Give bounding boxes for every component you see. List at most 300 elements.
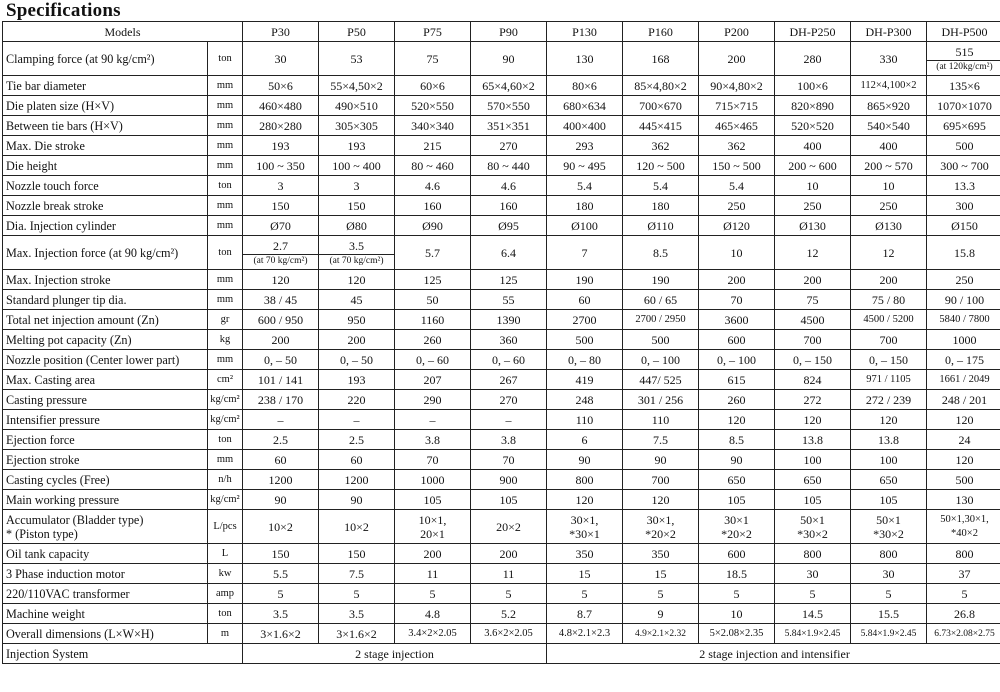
cell-value: 90 [274,492,287,507]
cell-value: 280 [803,51,822,66]
cell-value: 8.5 [653,245,668,260]
cell-value: 37 [958,566,971,581]
row-unit: mm [208,216,243,236]
cell-value: 180 [575,198,594,213]
table-cell [851,624,927,644]
cell-value: Ø100 [571,218,598,233]
cell-note: (at 70 kg/cm²) [253,255,308,266]
row-label: Tie bar diameter [3,76,208,96]
table-cell [851,604,927,624]
table-cell [699,236,775,270]
injection-left: 2 stage injection [243,644,547,664]
table-cell [851,330,927,350]
table-cell [243,76,319,96]
table-cell [775,470,851,490]
table-row [3,76,1000,96]
cell-value: 7.5 [349,566,364,581]
cell-value: 400×400 [563,118,606,133]
cell-value: 615 [727,372,746,387]
cell-value: 50×1 [800,512,825,527]
row-label: Dia. Injection cylinder [3,216,208,236]
cell-value: 260 [423,332,442,347]
cell-note: (at 70 kg/cm²) [329,255,384,266]
cell-value: 500 [651,332,670,347]
cell-value: 30×1, [570,512,599,527]
row-unit: mm [208,76,243,96]
cell-value: 7.5 [653,432,668,447]
cell-value: 160 [499,198,518,213]
table-cell [623,510,699,544]
cell-value: Ø70 [270,218,291,233]
table-cell [927,330,1000,350]
cell-value: 200 [271,332,290,347]
row-label: Nozzle touch force [3,176,208,196]
table-cell [471,290,547,310]
cell-value: 15 [578,566,591,581]
cell-value: 4500 / 5200 [863,313,914,325]
cell-value: 0, – 100 [717,352,756,367]
cell-value: 150 ~ 500 [712,158,761,173]
table-cell [319,116,395,136]
cell-value: 220 [347,392,366,407]
cell-value: 340×340 [411,118,454,133]
cell-value: 2700 [572,312,597,327]
cell-value: 600 [727,332,746,347]
table-cell [395,370,471,390]
table-body [3,22,1000,664]
cell-value: 193 [271,138,290,153]
table-cell [699,216,775,236]
cell-value: 150 [271,546,290,561]
table-row [3,370,1000,390]
table-cell [471,76,547,96]
table-cell [395,604,471,624]
table-cell [395,450,471,470]
table-cell [623,430,699,450]
table-row [3,236,1000,270]
table-cell [775,624,851,644]
table-cell [471,196,547,216]
cell-value: 120 [727,412,746,427]
cell-value: 300 [955,198,974,213]
cell-value: 270 [499,392,518,407]
cell-value: 3×1.6×2 [260,626,301,641]
cell-value: 190 [651,272,670,287]
cell-value: 120 [347,272,366,287]
table-cell [775,216,851,236]
table-cell [851,156,927,176]
row-label: Overall dimensions (L×W×H) [3,624,208,644]
table-cell [927,584,1000,604]
table-cell [623,490,699,510]
table-cell [547,196,623,216]
table-cell [547,236,623,270]
cell-value: 110 [575,412,594,427]
table-cell [851,42,927,76]
table-cell [775,136,851,156]
cell-value: 6.4 [501,245,516,260]
table-cell [927,290,1000,310]
table-cell [851,544,927,564]
cell-value: 2.7 [273,238,288,253]
cell-value: 447/ 525 [639,372,682,387]
cell-value: 5 [961,586,968,601]
cell-value: 4.9×2.1×2.32 [634,628,687,639]
table-cell [319,604,395,624]
cell-value: Ø80 [346,218,367,233]
cell-value: 500 [955,138,974,153]
cell-value: 445×415 [639,118,682,133]
cell-value: 5 [429,586,436,601]
table-cell [319,76,395,96]
cell-value: 1000 [420,472,445,487]
table-cell [547,450,623,470]
cell-value: 105 [499,492,518,507]
cell-value: 10 [730,245,743,260]
cell-value: 65×4,60×2 [482,78,535,93]
table-cell [547,136,623,156]
cell-value: 8.5 [729,432,744,447]
table-cell [775,490,851,510]
row-unit: kw [208,564,243,584]
table-cell [471,624,547,644]
row-label: Clamping force (at 90 kg/cm²) [3,42,208,76]
cell-value: 120 [803,412,822,427]
cell-value: 1200 [268,472,293,487]
table-cell [547,330,623,350]
cell-value: 60×6 [420,78,445,93]
cell-value: – [505,412,512,427]
table-row [3,644,1000,664]
cell-value: 13.8 [802,432,823,447]
table-cell [547,42,623,76]
table-cell [547,564,623,584]
table-cell [243,470,319,490]
table-cell [623,236,699,270]
cell-value: 100 ~ 400 [332,158,381,173]
table-cell [319,390,395,410]
table-cell [547,470,623,490]
cell-value: 30 [274,51,287,66]
cell-note: (at 120kg/cm²) [936,61,993,72]
table-cell [699,490,775,510]
table-row [3,330,1000,350]
table-cell [927,136,1000,156]
table-cell [775,350,851,370]
row-label [3,510,208,544]
cell-value: 3 [353,178,360,193]
table-cell [395,510,471,544]
cell-value: 8.7 [577,606,592,621]
table-cell [471,42,547,76]
cell-value: 120 [955,412,974,427]
table-cell [319,624,395,644]
cell-value: *20×2 [645,526,676,541]
table-cell [699,136,775,156]
cell-value: 351×351 [487,118,530,133]
table-cell [471,310,547,330]
cell-value: 2700 / 2950 [635,313,686,325]
table-row [3,584,1000,604]
table-cell [243,42,319,76]
table-row [3,310,1000,330]
cell-value: 4.8×2.1×2.3 [558,627,611,639]
table-cell [623,624,699,644]
table-cell [699,470,775,490]
table-cell [547,270,623,290]
table-cell [699,410,775,430]
table-cell [927,236,1000,270]
table-cell [775,510,851,544]
table-cell [319,564,395,584]
row-label: Die platen size (H×V) [3,96,208,116]
cell-value: 715×715 [715,98,758,113]
model-header: P90 [471,22,547,42]
cell-value: Ø130 [875,218,902,233]
table-cell [927,430,1000,450]
row-unit: kg [208,330,243,350]
table-cell [775,176,851,196]
cell-value: 215 [423,138,442,153]
cell-value: *20×2 [721,526,752,541]
table-cell [623,470,699,490]
cell-value: – [353,412,360,427]
table-cell [775,116,851,136]
cell-value: 200 [347,332,366,347]
table-cell [395,290,471,310]
row-unit: kg/cm² [208,490,243,510]
cell-value: 570×550 [487,98,530,113]
table-cell [927,510,1000,544]
cell-value: 15.8 [954,245,975,260]
cell-value: 600 [727,546,746,561]
cell-value: 330 [879,51,898,66]
cell-value: 193 [347,138,366,153]
cell-value: 130 [575,51,594,66]
table-cell [851,410,927,430]
cell-value: 971 / 1105 [866,373,911,385]
cell-value: 250 [879,198,898,213]
cell-value: 5.4 [653,178,668,193]
table-cell [319,176,395,196]
table-cell [471,544,547,564]
cell-value: 360 [499,332,518,347]
cell-value: 18.5 [726,566,747,581]
cell-value: 120 [271,272,290,287]
cell-value: 500 [955,472,974,487]
cell-value: 200 [727,272,746,287]
row-unit: mm [208,156,243,176]
table-row [3,390,1000,410]
table-cell [395,410,471,430]
row-unit: mm [208,290,243,310]
table-row [3,270,1000,290]
cell-value: 130 [955,492,974,507]
table-cell [927,96,1000,116]
cell-value: 301 / 256 [637,392,684,407]
cell-value: 105 [423,492,442,507]
table-cell [547,490,623,510]
table-cell [319,156,395,176]
cell-value: 15.5 [878,606,899,621]
table-cell [623,216,699,236]
table-cell [851,96,927,116]
cell-value: 13.8 [878,432,899,447]
cell-value: 14.5 [802,606,823,621]
cell-value: 248 [575,392,594,407]
model-header: P160 [623,22,699,42]
cell-value: 100 [803,452,822,467]
cell-value: Ø150 [951,218,978,233]
table-cell [547,350,623,370]
cell-value: 10×2 [268,519,293,534]
table-cell [623,564,699,584]
cell-value: 290 [423,392,442,407]
cell-value: 105 [727,492,746,507]
table-cell [851,350,927,370]
cell-value: 11 [426,566,439,581]
cell-value: 5 [277,586,284,601]
cell-value: 90 ~ 495 [563,158,606,173]
row-unit: gr [208,310,243,330]
table-cell [471,270,547,290]
table-cell [243,584,319,604]
cell-value: 362 [651,138,670,153]
row-unit: n/h [208,470,243,490]
table-cell [927,624,1000,644]
table-cell [851,510,927,544]
row-label: 3 Phase induction motor [3,564,208,584]
cell-value: – [429,412,436,427]
cell-value: 193 [347,372,366,387]
row-unit: ton [208,604,243,624]
table-cell [471,330,547,350]
cell-value: 465×465 [715,118,758,133]
cell-value: 950 [347,312,366,327]
cell-value: Ø90 [422,218,443,233]
cell-value: 460×480 [259,98,302,113]
cell-value: 5840 / 7800 [939,313,990,325]
table-cell [243,490,319,510]
table-cell [471,176,547,196]
cell-value: 3.8 [425,432,440,447]
table-cell [699,430,775,450]
table-cell [395,490,471,510]
cell-value: 650 [879,472,898,487]
cell-value: 30 [882,566,895,581]
table-row [3,470,1000,490]
cell-value: 207 [423,372,442,387]
cell-value: Ø120 [723,218,750,233]
table-cell [319,470,395,490]
table-cell [547,624,623,644]
table-cell [927,410,1000,430]
table-cell [243,510,319,544]
table-cell [699,196,775,216]
table-cell [547,604,623,624]
cell-value: 55 [502,292,515,307]
cell-value: – [277,412,284,427]
table-row [3,136,1000,156]
cell-value: 75 [806,292,819,307]
cell-value: 10 [730,606,743,621]
cell-value: 190 [575,272,594,287]
row-unit: mm [208,270,243,290]
table-cell [395,76,471,96]
table-cell [927,604,1000,624]
cell-value: 20×2 [496,519,521,534]
cell-value: 3.5 [349,238,364,253]
table-cell [927,310,1000,330]
cell-value: 695×695 [943,118,986,133]
table-cell [471,350,547,370]
cell-value: 5 [505,586,512,601]
table-cell [775,430,851,450]
cell-value: 1000 [952,332,977,347]
cell-value: 3.8 [501,432,516,447]
table-cell [927,76,1000,96]
table-cell [851,584,927,604]
row-unit: m [208,624,243,644]
cell-value: 3 [277,178,284,193]
cell-value: 90 [730,452,743,467]
cell-value: 824 [803,372,822,387]
cell-value: 90 [654,452,667,467]
table-cell [623,176,699,196]
cell-value: 60 [350,452,363,467]
cell-value: 50×6 [268,78,293,93]
cell-value: 490×510 [335,98,378,113]
cell-value: 70 [730,292,743,307]
table-cell [775,370,851,390]
table-cell [927,490,1000,510]
table-cell [775,290,851,310]
table-cell [547,510,623,544]
cell-value: 90×4,80×2 [710,78,763,93]
table-cell [775,410,851,430]
cell-value: 293 [575,138,594,153]
table-row [3,410,1000,430]
table-cell [699,624,775,644]
table-row [3,544,1000,564]
table-cell [699,156,775,176]
cell-value: 0, – 175 [945,352,984,367]
cell-value: 150 [347,546,366,561]
table-cell [243,156,319,176]
table-cell [319,410,395,430]
cell-value: 112×4,100×2 [860,79,917,91]
cell-value: 3600 [724,312,749,327]
table-cell [927,390,1000,410]
table-cell [699,270,775,290]
table-cell [243,136,319,156]
table-cell [395,156,471,176]
cell-value: 15 [654,566,667,581]
table-cell [319,430,395,450]
cell-value: 3.4×2×2.05 [408,627,457,639]
table-cell [775,270,851,290]
row-label: Nozzle position (Center lower part) [3,350,208,370]
cell-value: 5 [885,586,892,601]
table-cell [927,216,1000,236]
table-cell [699,604,775,624]
row-unit: mm [208,196,243,216]
table-cell [243,176,319,196]
cell-value: 168 [651,51,670,66]
table-cell [623,584,699,604]
table-cell [395,470,471,490]
cell-value: 800 [803,546,822,561]
